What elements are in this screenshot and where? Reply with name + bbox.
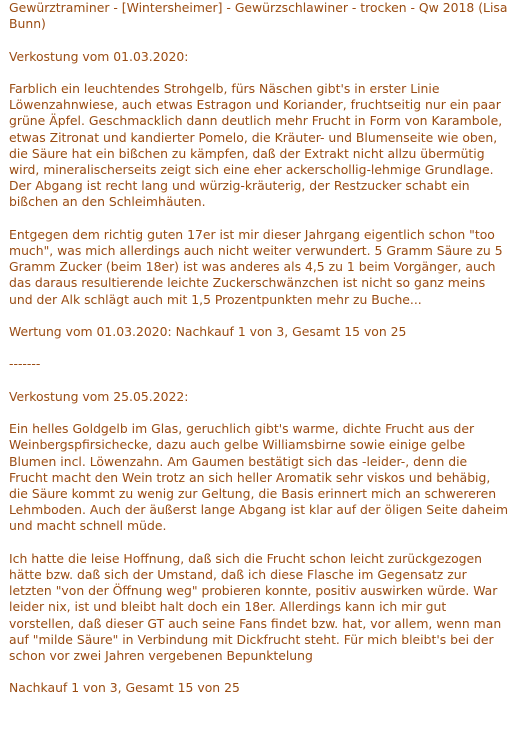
spacer — [9, 308, 509, 324]
spacer — [9, 65, 509, 81]
tasting-2-description: Ein helles Goldgelb im Glas, geruchlich gibt's warme, dichte Frucht aus der Weinbergspfirsichecke, dazu auch gelbe Williamsbirne sowie einige gelbe Blumen incl. Löwenzahn. Am Gaumen bestätigt sich das -leider-, denn die Frucht macht den Wein trotz an sich heller Aromatik sehr viskos und behäbig, die Säure kommt zu wenig zur Geltung, die Basis erinnert mich an schwereren Lehmboden. Auch der äußerst lange Abgang ist klar auf der öligen Seite daheim und macht schnell müde. — [9, 421, 509, 534]
spacer — [9, 405, 509, 421]
spacer — [9, 340, 509, 356]
tasting-2-rating: Nachkauf 1 von 3, Gesamt 15 von 25 — [9, 680, 240, 696]
spacer — [9, 373, 509, 389]
tasting-1-heading: Verkostung vom 01.03.2020: — [9, 48, 189, 64]
spacer — [9, 535, 509, 551]
tasting-1-rating: Wertung vom 01.03.2020: Nachkauf 1 von 3, Gesamt 15 von 25 — [9, 324, 407, 339]
review-document — [9, 0, 509, 697]
tasting-1-description: Farblich ein leuchtendes Strohgelb, fürs Näschen gibt's in erster Linie Löwenzahnwiese, auch etwas Estragon und Koriander, fruchtseitig nur ein paar grüne Äpfel. Geschmacklich dann deutlich mehr Frucht in Form von Karambole, etwas Zitronat und kandierter Pomelo, die Kräuter- und Blumenseite wie oben, die Säure hat ein bißchen zu kämpfen, daß der Extrakt nicht allzu übermütig wird, mineralischerseits zeigt sich eine eher ackerschollig-lehmige Grundlage. Der Abgang ist recht lang und würzig-kräuterig, der Restzucker schabt ein bißchen an den Schleimhäuten. — [9, 80, 503, 210]
spacer — [9, 32, 509, 48]
separator-line: ------- — [9, 356, 41, 372]
spacer — [9, 211, 509, 227]
wine-title: Gewürztraminer - [Wintersheimer] - Gewürzschlawiner - trocken - Qw 2018 (Lisa Bunn) — [9, 0, 508, 32]
tasting-2-comment: Ich hatte die leise Hoffnung, daß sich die Frucht schon leicht zurückgezogen hätte bzw. daß sich der Umstand, daß ich diese Flasche im Gegensatz zur letzten "von der Öffnung weg" probieren konnte, positiv auswirken würde. War leider nix, ist und bleibt halt doch ein 18er. Allerdings kann ich mir gut vorstellen, daß dieser GT auch seine Fans findet bzw. hat, vor allem, wenn man auf "milde Säure" in Verbindung mit Dickfrucht steht. Für mich bleibt's bei der schon vor zwei Jahren vergebenen Bepunktelung — [9, 550, 502, 663]
tasting-2-heading: Verkostung vom 25.05.2022: — [9, 388, 189, 404]
spacer — [9, 664, 509, 680]
tasting-1-comment: Entgegen dem richtig guten 17er ist mir dieser Jahrgang eigentlich schon "too much", was mich allerdings auch nicht weiter verwundert. 5 Gramm Säure zu 5 Gramm Zucker (beim 18er) ist was anderes als 4,5 zu 1 beim Vorgänger, auch das daraus resultierende leichte Zuckerschwänzchen ist nicht so ganz meins und der Alk schlägt auch mit 1,5 Prozentpunkten mehr zu Buche... — [9, 226, 503, 307]
